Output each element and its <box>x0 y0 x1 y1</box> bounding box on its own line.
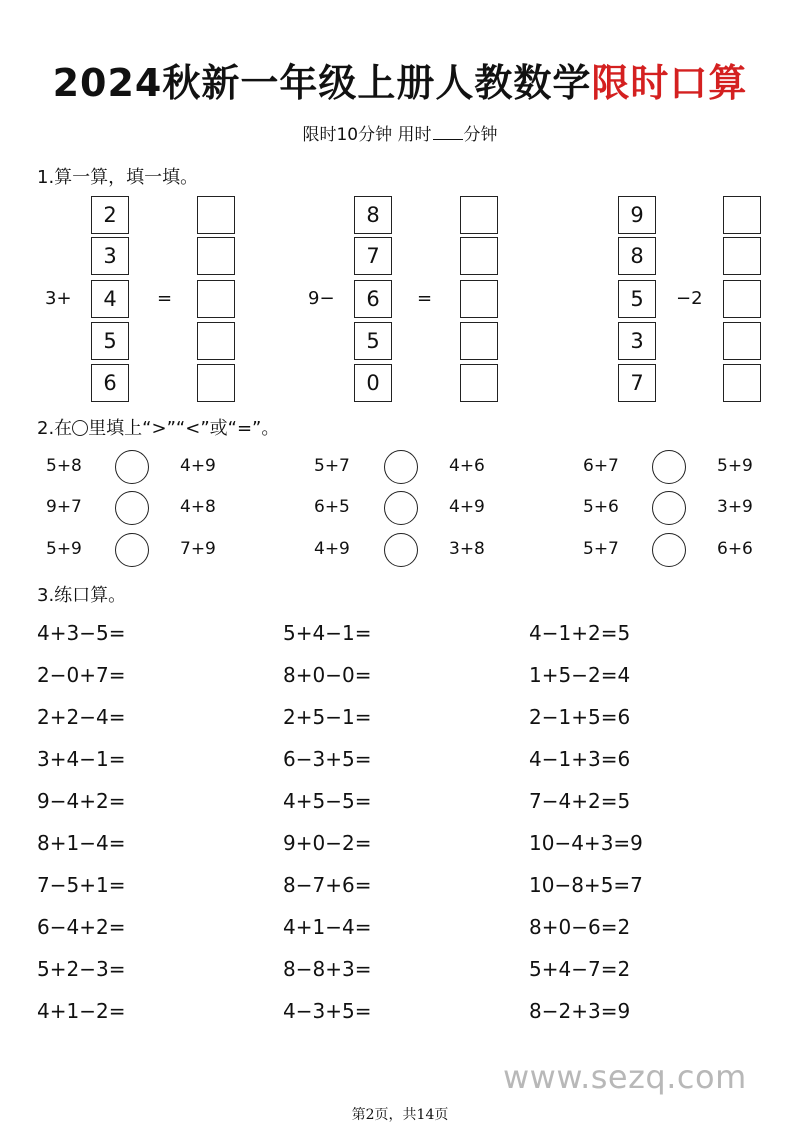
number-box: 5 <box>618 280 656 318</box>
equals-sign: = <box>417 288 433 309</box>
answer-box[interactable] <box>723 364 761 402</box>
arithmetic-problem: 8+0−0= <box>283 663 372 687</box>
arithmetic-problem: 6−3+5= <box>283 747 372 771</box>
arithmetic-problem: 9+0−2= <box>283 831 372 855</box>
arithmetic-problem: 4−1+2=5 <box>529 621 631 645</box>
compare-right: 3+9 <box>717 497 753 517</box>
compare-circle[interactable] <box>115 450 149 484</box>
circle-icon <box>72 420 88 436</box>
compare-left: 6+5 <box>314 497 350 517</box>
answer-box[interactable] <box>197 322 235 360</box>
number-box: 7 <box>354 237 392 275</box>
number-box: 6 <box>91 364 129 402</box>
time-limit-text: 限时10分钟 用时 <box>302 125 432 145</box>
section2-heading-post: 里填上“>”“<”或“=”。 <box>88 418 280 439</box>
arithmetic-problem: 7−4+2=5 <box>529 789 631 813</box>
compare-right: 5+9 <box>717 456 753 476</box>
arithmetic-problem: 4−1+3=6 <box>529 747 631 771</box>
arithmetic-problem: 8−2+3=9 <box>529 999 631 1023</box>
answer-box[interactable] <box>197 237 235 275</box>
compare-left: 5+7 <box>314 456 350 476</box>
page-footer: 第2页，共14页 <box>351 1107 449 1123</box>
answer-box[interactable] <box>723 280 761 318</box>
arithmetic-problem: 4+3−5= <box>37 621 126 645</box>
compare-left: 5+6 <box>583 497 619 517</box>
time-unit-text: 分钟 <box>463 125 498 145</box>
compare-left: 6+7 <box>583 456 619 476</box>
title-highlight: 限时口算 <box>591 61 748 105</box>
number-box: 4 <box>91 280 129 318</box>
compare-right: 4+9 <box>180 456 216 476</box>
title-main: 2024秋新一年级上册人教数学 <box>52 61 592 105</box>
number-box: 3 <box>91 237 129 275</box>
operator-label: 9− <box>308 288 335 309</box>
compare-left: 5+9 <box>46 539 82 559</box>
answer-box[interactable] <box>723 196 761 234</box>
number-box: 8 <box>618 237 656 275</box>
operator-label: 3+ <box>45 288 72 309</box>
number-box: 2 <box>91 196 129 234</box>
answer-box[interactable] <box>460 237 498 275</box>
compare-right: 7+9 <box>180 539 216 559</box>
compare-right: 4+9 <box>449 497 485 517</box>
compare-circle[interactable] <box>652 491 686 525</box>
number-box: 0 <box>354 364 392 402</box>
arithmetic-problem: 2+5−1= <box>283 705 372 729</box>
arithmetic-problem: 6−4+2= <box>37 915 126 939</box>
arithmetic-problem: 7−5+1= <box>37 873 126 897</box>
arithmetic-problem: 10−8+5=7 <box>529 873 643 897</box>
equals-sign: = <box>157 288 173 309</box>
compare-right: 3+8 <box>449 539 485 559</box>
number-box: 7 <box>618 364 656 402</box>
compare-circle[interactable] <box>384 533 418 567</box>
time-limit-line <box>0 120 800 145</box>
page-title <box>0 52 800 107</box>
arithmetic-problem: 8+1−4= <box>37 831 126 855</box>
arithmetic-problem: 2+2−4= <box>37 705 126 729</box>
arithmetic-problem: 2−0+7= <box>37 663 126 687</box>
compare-left: 9+7 <box>46 497 82 517</box>
section2-heading <box>37 414 279 440</box>
compare-circle[interactable] <box>384 450 418 484</box>
arithmetic-problem: 4+5−5= <box>283 789 372 813</box>
arithmetic-problem: 3+4−1= <box>37 747 126 771</box>
watermark: www.sezq.com <box>503 1058 747 1096</box>
number-box: 5 <box>91 322 129 360</box>
time-used-blank <box>433 125 463 140</box>
compare-circle[interactable] <box>115 533 149 567</box>
answer-box[interactable] <box>197 280 235 318</box>
section1-heading: 1.算一算，填一填。 <box>37 167 199 188</box>
compare-circle[interactable] <box>652 450 686 484</box>
number-box: 3 <box>618 322 656 360</box>
compare-left: 5+8 <box>46 456 82 476</box>
arithmetic-problem: 4+1−4= <box>283 915 372 939</box>
answer-box[interactable] <box>723 322 761 360</box>
answer-box[interactable] <box>460 196 498 234</box>
arithmetic-problem: 10−4+3=9 <box>529 831 643 855</box>
number-box: 6 <box>354 280 392 318</box>
answer-box[interactable] <box>197 196 235 234</box>
answer-box[interactable] <box>460 280 498 318</box>
compare-left: 5+7 <box>583 539 619 559</box>
arithmetic-problem: 2−1+5=6 <box>529 705 631 729</box>
number-box: 9 <box>618 196 656 234</box>
number-box: 8 <box>354 196 392 234</box>
compare-right: 4+8 <box>180 497 216 517</box>
compare-circle[interactable] <box>384 491 418 525</box>
section2-heading-pre: 2.在 <box>37 418 73 439</box>
arithmetic-problem: 5+2−3= <box>37 957 126 981</box>
section3-heading: 3.练口算。 <box>37 585 127 606</box>
answer-box[interactable] <box>197 364 235 402</box>
compare-right: 4+6 <box>449 456 485 476</box>
number-box: 5 <box>354 322 392 360</box>
compare-left: 4+9 <box>314 539 350 559</box>
arithmetic-problem: 8−8+3= <box>283 957 372 981</box>
arithmetic-problem: 1+5−2=4 <box>529 663 631 687</box>
arithmetic-problem: 4+1−2= <box>37 999 126 1023</box>
operator-label: −2 <box>676 288 703 309</box>
arithmetic-problem: 4−3+5= <box>283 999 372 1023</box>
compare-circle[interactable] <box>115 491 149 525</box>
arithmetic-problem: 5+4−7=2 <box>529 957 631 981</box>
arithmetic-problem: 9−4+2= <box>37 789 126 813</box>
answer-box[interactable] <box>460 322 498 360</box>
arithmetic-problem: 5+4−1= <box>283 621 372 645</box>
compare-circle[interactable] <box>652 533 686 567</box>
answer-box[interactable] <box>460 364 498 402</box>
compare-right: 6+6 <box>717 539 753 559</box>
arithmetic-problem: 8+0−6=2 <box>529 915 631 939</box>
answer-box[interactable] <box>723 237 761 275</box>
arithmetic-problem: 8−7+6= <box>283 873 372 897</box>
